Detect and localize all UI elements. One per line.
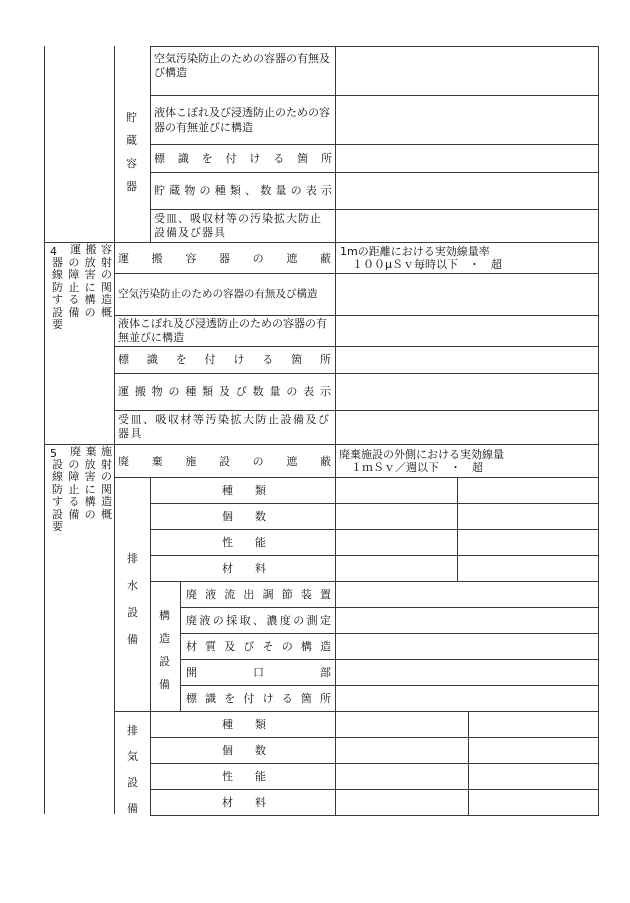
structure-row-flow: 廃液流出調節装置 <box>186 588 331 601</box>
section5-title-line: 廃棄施 <box>70 445 112 458</box>
section4-number: 4 <box>50 245 57 258</box>
section5-shield-value-2: １ｍＳｖ／週以下 ・ 超 <box>351 461 483 474</box>
rule-section4-top <box>44 242 599 243</box>
section4-title-line: 設備の概 <box>52 305 112 319</box>
section5-title-line: 設の放射 <box>52 457 112 471</box>
rule-top <box>150 46 599 47</box>
drain-row-type: 種類 <box>222 484 266 497</box>
exhaust-row-performance: 性能 <box>222 770 266 783</box>
storage-row-air: 空気汚染防止のための容器の有無及び構造 <box>154 52 330 79</box>
section4-row-sign: 標識を付ける箇所 <box>118 353 331 366</box>
section4-title-line: する構造 <box>52 293 112 306</box>
section4-title-line: 要 <box>52 318 63 331</box>
section5-row-shield: 廃棄施設の遮蔽 <box>118 455 331 468</box>
rule-label-value <box>335 444 336 816</box>
section5-title <box>52 446 112 534</box>
section4-title-line: 運搬容 <box>70 243 112 256</box>
section4-title-line: 器の放射 <box>52 255 112 269</box>
section4-row-air: 空気汚染防止のための容器の有無及び構造 <box>118 288 318 300</box>
exhaust-row-material: 材料 <box>222 796 266 809</box>
section4-shield-value-1: 1mの距離における実効線量率 <box>340 245 490 258</box>
section4-title <box>52 244 112 332</box>
drain-row-count: 個数 <box>222 510 266 523</box>
rule-right-outer <box>598 46 599 816</box>
storage-side-label: 貯 蔵 容 器 <box>126 111 137 193</box>
section4-title-line: 防止に関 <box>52 280 112 294</box>
structure-row-material: 材質及びその構造 <box>186 640 331 653</box>
section5-title-line: 設備の概 <box>52 507 112 521</box>
exhaust-row-count: 個数 <box>222 744 266 757</box>
drain-row-material: 材料 <box>222 562 266 575</box>
rule-row <box>150 555 599 556</box>
structure-side-label: 構 造 設 備 <box>159 609 170 691</box>
rule-section5-top <box>44 444 599 445</box>
rule-title-col <box>114 46 115 814</box>
rule-row <box>150 144 599 145</box>
rule-row <box>150 737 599 738</box>
rule-row <box>180 659 599 660</box>
section5-shield-value-1: 廃棄施設の外側における実効線量 <box>339 448 504 461</box>
section4-shield-value-2: １００μＳｖ毎時以下 ・ 超 <box>352 258 502 271</box>
storage-row-sign: 標識を付ける箇所 <box>154 152 332 165</box>
rule-row <box>150 581 599 582</box>
drain-row-performance: 性能 <box>222 536 266 549</box>
storage-row-tray: 受皿、吸収材等の汚染拡大防止設備及び器具 <box>154 212 322 239</box>
section4-row-content: 運搬物の種類及び数量の表示 <box>118 385 331 398</box>
section5-title-line: 要 <box>52 520 63 533</box>
section5-number: 5 <box>50 447 57 460</box>
structure-row-opening: 開口部 <box>186 666 331 679</box>
rule-row <box>150 789 599 790</box>
storage-row-content: 貯蔵物の種類、数量の表示 <box>154 184 332 197</box>
rule-row <box>180 633 599 634</box>
rule-row <box>150 503 599 504</box>
section4-row-liquid: 液体こぼれ及び浸透防止のための容器の有無並びに構造 <box>118 317 327 344</box>
rule-row <box>114 477 599 478</box>
rule-row <box>114 315 599 316</box>
section5-title-line: 防止に関 <box>52 482 112 496</box>
rule-row <box>114 373 599 374</box>
drain-side-label: 排 水 設 備 <box>127 552 138 646</box>
section5-title-line: する構造 <box>52 495 112 508</box>
section4-row-shield: 運搬容器の遮蔽 <box>118 252 331 265</box>
rule-exhaust-top <box>114 711 599 712</box>
rule-row <box>150 209 599 210</box>
rule-row <box>114 346 599 347</box>
storage-row-liquid: 液体こぼれ及び浸透防止のための容器の有無並びに構造 <box>154 106 330 134</box>
rule-row <box>150 95 599 96</box>
exhaust-side-label: 排 気 設 備 <box>127 724 138 815</box>
rule-row <box>114 410 599 411</box>
structure-row-sign: 標識を付ける箇所 <box>186 692 331 705</box>
exhaust-row-type: 種類 <box>222 718 266 731</box>
rule-row <box>150 172 599 173</box>
rule-left-outer <box>44 46 45 814</box>
rule-struct-label-col <box>180 581 181 711</box>
section4-row-tray: 受皿、吸収材等汚染拡大防止設備及び器具 <box>118 413 331 440</box>
rule-bottom <box>150 815 599 816</box>
structure-row-sampling: 廃液の採取、濃度の測定 <box>186 614 331 627</box>
rule-row <box>114 273 599 274</box>
rule-row <box>150 763 599 764</box>
rule-drain-label-col <box>150 477 151 816</box>
rule-row <box>180 685 599 686</box>
rule-row <box>150 529 599 530</box>
section5-title-line: 線障害の <box>52 470 112 483</box>
rule-row <box>180 607 599 608</box>
section4-title-line: 線障害の <box>52 268 112 281</box>
